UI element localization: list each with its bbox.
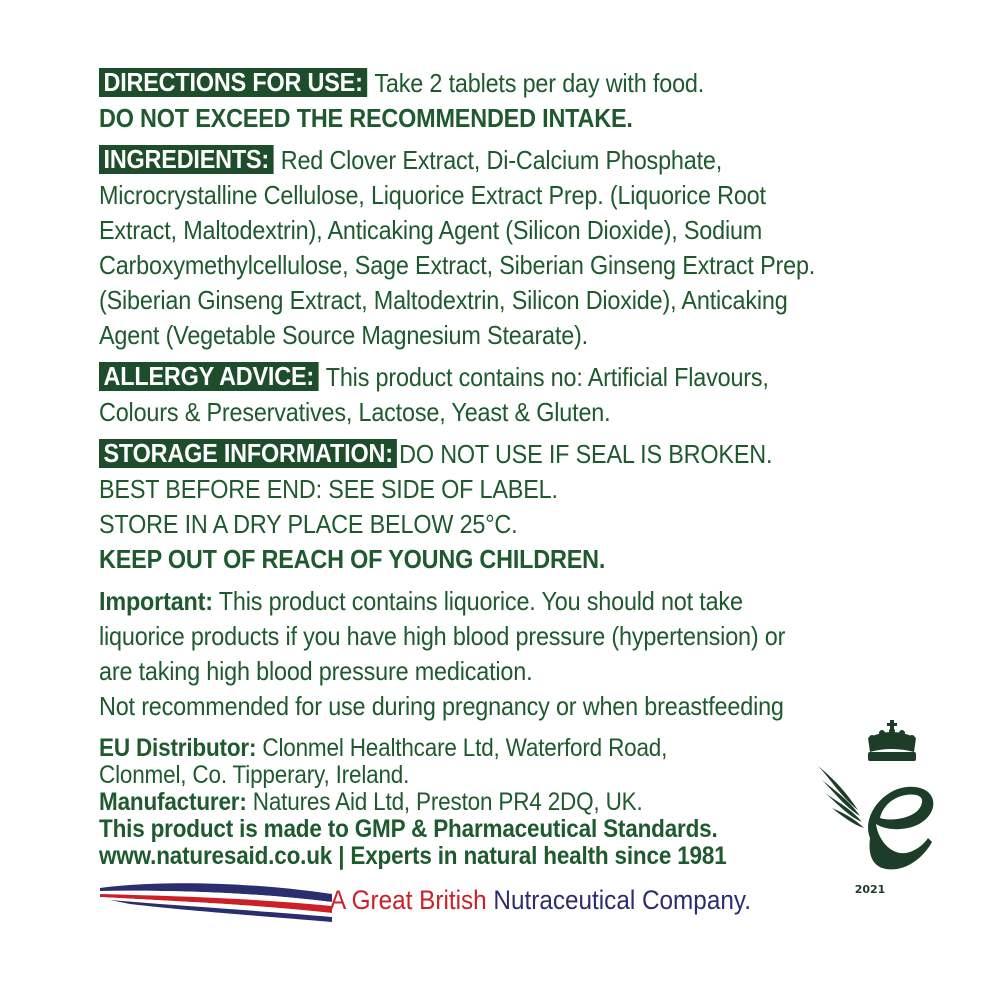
award-year: 2021 bbox=[854, 883, 886, 896]
standards-statement: This product is made to GMP & Pharmaceutical Standards. bbox=[99, 815, 718, 843]
tagline-blue: Nutraceutical Company. bbox=[493, 885, 751, 915]
distributor-address: Clonmel, Co. Tipperary, Ireland. bbox=[99, 761, 410, 789]
tagline-red: A Great British bbox=[330, 885, 487, 915]
directions-warning: DO NOT EXCEED THE RECOMMENDED INTAKE. bbox=[99, 103, 633, 133]
ingredients-text: Red Clover Extract, Di-Calcium Phosphate, bbox=[280, 145, 723, 175]
website-line: www.naturesaid.co.uk | Experts in natural health since 1981 bbox=[99, 842, 727, 870]
important-line: liquorice products if you have high blood pressure (hypertension) or bbox=[99, 621, 786, 651]
distributor-text: Clonmel Healthcare Ltd, Waterford Road, bbox=[262, 734, 668, 762]
queens-award-emblem bbox=[810, 718, 940, 898]
storage-line: BEST BEFORE END: SEE SIDE OF LABEL. bbox=[99, 474, 558, 504]
allergy-text: This product contains no: Artificial Flavours, bbox=[325, 362, 769, 392]
important-text: This product contains liquorice. You should not take bbox=[218, 586, 743, 616]
ingredients-header: INGREDIENTS: bbox=[99, 145, 274, 174]
distributor-label: EU Distributor: bbox=[99, 734, 257, 762]
ingredients-line-0 bbox=[99, 143, 819, 178]
distributor-line bbox=[99, 735, 819, 762]
distributor-block bbox=[99, 735, 899, 870]
storage-warning: KEEP OUT OF REACH OF YOUNG CHILDREN. bbox=[99, 544, 606, 574]
manufacturer-line bbox=[99, 789, 819, 816]
storage-header: STORAGE INFORMATION: bbox=[99, 439, 397, 468]
storage-text: DO NOT USE IF SEAL IS BROKEN. bbox=[399, 439, 773, 469]
storage-line-0 bbox=[99, 437, 819, 472]
ingredients-line: Agent (Vegetable Source Magnesium Stearate). bbox=[99, 320, 588, 350]
ingredients-line: (Siberian Ginseng Extract, Maltodextrin, Silicon Dioxide), Anticaking bbox=[99, 285, 788, 315]
important-line: are taking high blood pressure medication. bbox=[99, 656, 533, 686]
ingredients-line: Extract, Maltodextrin), Anticaking Agent (Silicon Dioxide), Sodium bbox=[99, 215, 763, 245]
directions-line bbox=[99, 66, 819, 101]
allergy-line: Colours & Preservatives, Lactose, Yeast & Gluten. bbox=[99, 397, 611, 427]
directions-header: DIRECTIONS FOR USE: bbox=[99, 68, 367, 97]
allergy-header: ALLERGY ADVICE: bbox=[99, 362, 319, 391]
tagline-text bbox=[330, 885, 751, 916]
product-label bbox=[99, 66, 899, 870]
important-line: Not recommended for use during pregnancy or when breastfeeding bbox=[99, 691, 784, 721]
allergy-line-0 bbox=[99, 360, 819, 395]
ingredients-line: Microcrystalline Cellulose, Liquorice Extract Prep. (Liquorice Root bbox=[99, 180, 766, 210]
union-flag-swoosh-icon bbox=[100, 880, 332, 925]
important-label: Important: bbox=[99, 586, 213, 616]
queens-award-crown-e-icon bbox=[810, 718, 940, 883]
storage-line: STORE IN A DRY PLACE BELOW 25°C. bbox=[99, 509, 518, 539]
directions-text: Take 2 tablets per day with food. bbox=[374, 68, 705, 98]
tagline bbox=[100, 880, 820, 925]
manufacturer-label: Manufacturer: bbox=[99, 788, 247, 816]
manufacturer-text: Natures Aid Ltd, Preston PR4 2DQ, UK. bbox=[252, 788, 643, 816]
ingredients-line: Carboxymethylcellulose, Sage Extract, Siberian Ginseng Extract Prep. bbox=[99, 250, 816, 280]
important-line-0 bbox=[99, 584, 819, 619]
